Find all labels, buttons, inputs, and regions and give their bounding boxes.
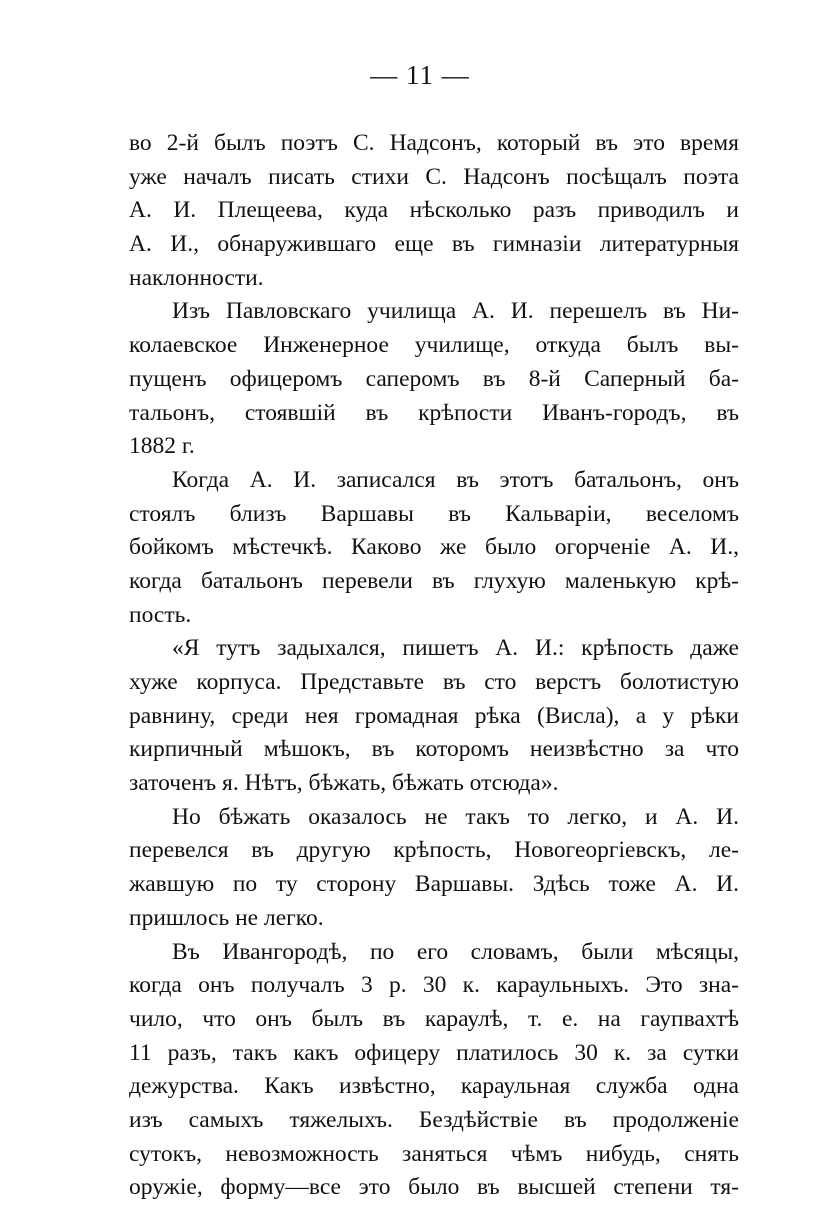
text-line: перевелся въ другую крѣпость, Новогеоргіевскъ, ле- (129, 837, 739, 864)
text-line: «Я тутъ задыхался, пишетъ А. И.: крѣпость даже (172, 635, 739, 662)
text-line: А. И., обнаружившаго еще въ гимназіи литературныя (129, 231, 739, 258)
text-line: оружіе, форму—все это было въ высшей степени тя- (129, 1174, 739, 1201)
text-line: уже началъ писать стихи С. Надсонъ посѣщалъ поэта (129, 163, 739, 190)
text-line: жавшую по ту сторону Варшавы. Здѣсь тоже А. И. (129, 871, 739, 898)
page-text (129, 127, 739, 1205)
text-line: пость. (129, 601, 192, 628)
text-line: чило, что онъ былъ въ караулѣ, т. е. на гаупвахтѣ (129, 1005, 739, 1032)
text-line: стоялъ близъ Варшавы въ Кальваріи, веселомъ (129, 500, 739, 527)
text-line: хуже корпуса. Представьте въ сто верстъ болотистую (129, 669, 739, 695)
text-line: Изъ Павловскаго училища А. И. перешелъ въ Ни- (172, 298, 739, 325)
text-line: кирпичный мѣшокъ, въ которомъ неизвѣстно за что (129, 736, 739, 763)
text-line: заточенъ я. Нѣтъ, бѣжать, бѣжать отсюда». (129, 770, 559, 797)
text-line: пришлось не легко. (129, 904, 324, 931)
text-line: дежурства. Какъ извѣстно, караульная служба одна (129, 1073, 739, 1100)
text-line: сутокъ, невозможность заняться чѣмъ нибудь, снять (129, 1140, 739, 1167)
text-line: пущенъ офицеромъ саперомъ въ 8-й Саперный ба- (129, 365, 739, 392)
text-line: равнину, среди нея громадная рѣка (Висла), а у рѣки (129, 702, 739, 729)
text-line: 1882 г. (129, 433, 195, 460)
text-line: бойкомъ мѣстечкѣ. Каково же было огорченіе А. И., (129, 534, 739, 561)
text-line: Но бѣжать оказалось не такъ то легко, и А. И. (172, 803, 739, 830)
text-line: Когда А. И. записался въ этотъ батальонъ, онъ (172, 466, 739, 493)
text-line: изъ самыхъ тяжелыхъ. Бездѣйствіе въ продолженіе (129, 1106, 739, 1133)
text-line: Въ Ивангородѣ, по его словамъ, были мѣсяцы, (172, 938, 739, 965)
text-line: наклонности. (129, 264, 264, 291)
text-line: тальонъ, стоявшій въ крѣпости Иванъ-городъ, въ (129, 399, 739, 426)
text-line: когда онъ получалъ 3 р. 30 к. караульныхъ. Это зна- (129, 972, 739, 999)
text-line: колаевское Инженерное училище, откуда былъ вы- (129, 332, 739, 359)
text-line: 11 разъ, такъ какъ офицеру платилось 30 к. за сутки (129, 1039, 739, 1066)
page-number: — 11 — (370, 60, 470, 90)
text-line: когда батальонъ перевели въ глухую маленькую крѣ- (129, 567, 739, 594)
text-line: А. И. Плещеева, куда нѣсколько разъ приводилъ и (129, 197, 739, 224)
text-line: во 2-й былъ поэтъ С. Надсонъ, который въ это время (129, 130, 739, 156)
